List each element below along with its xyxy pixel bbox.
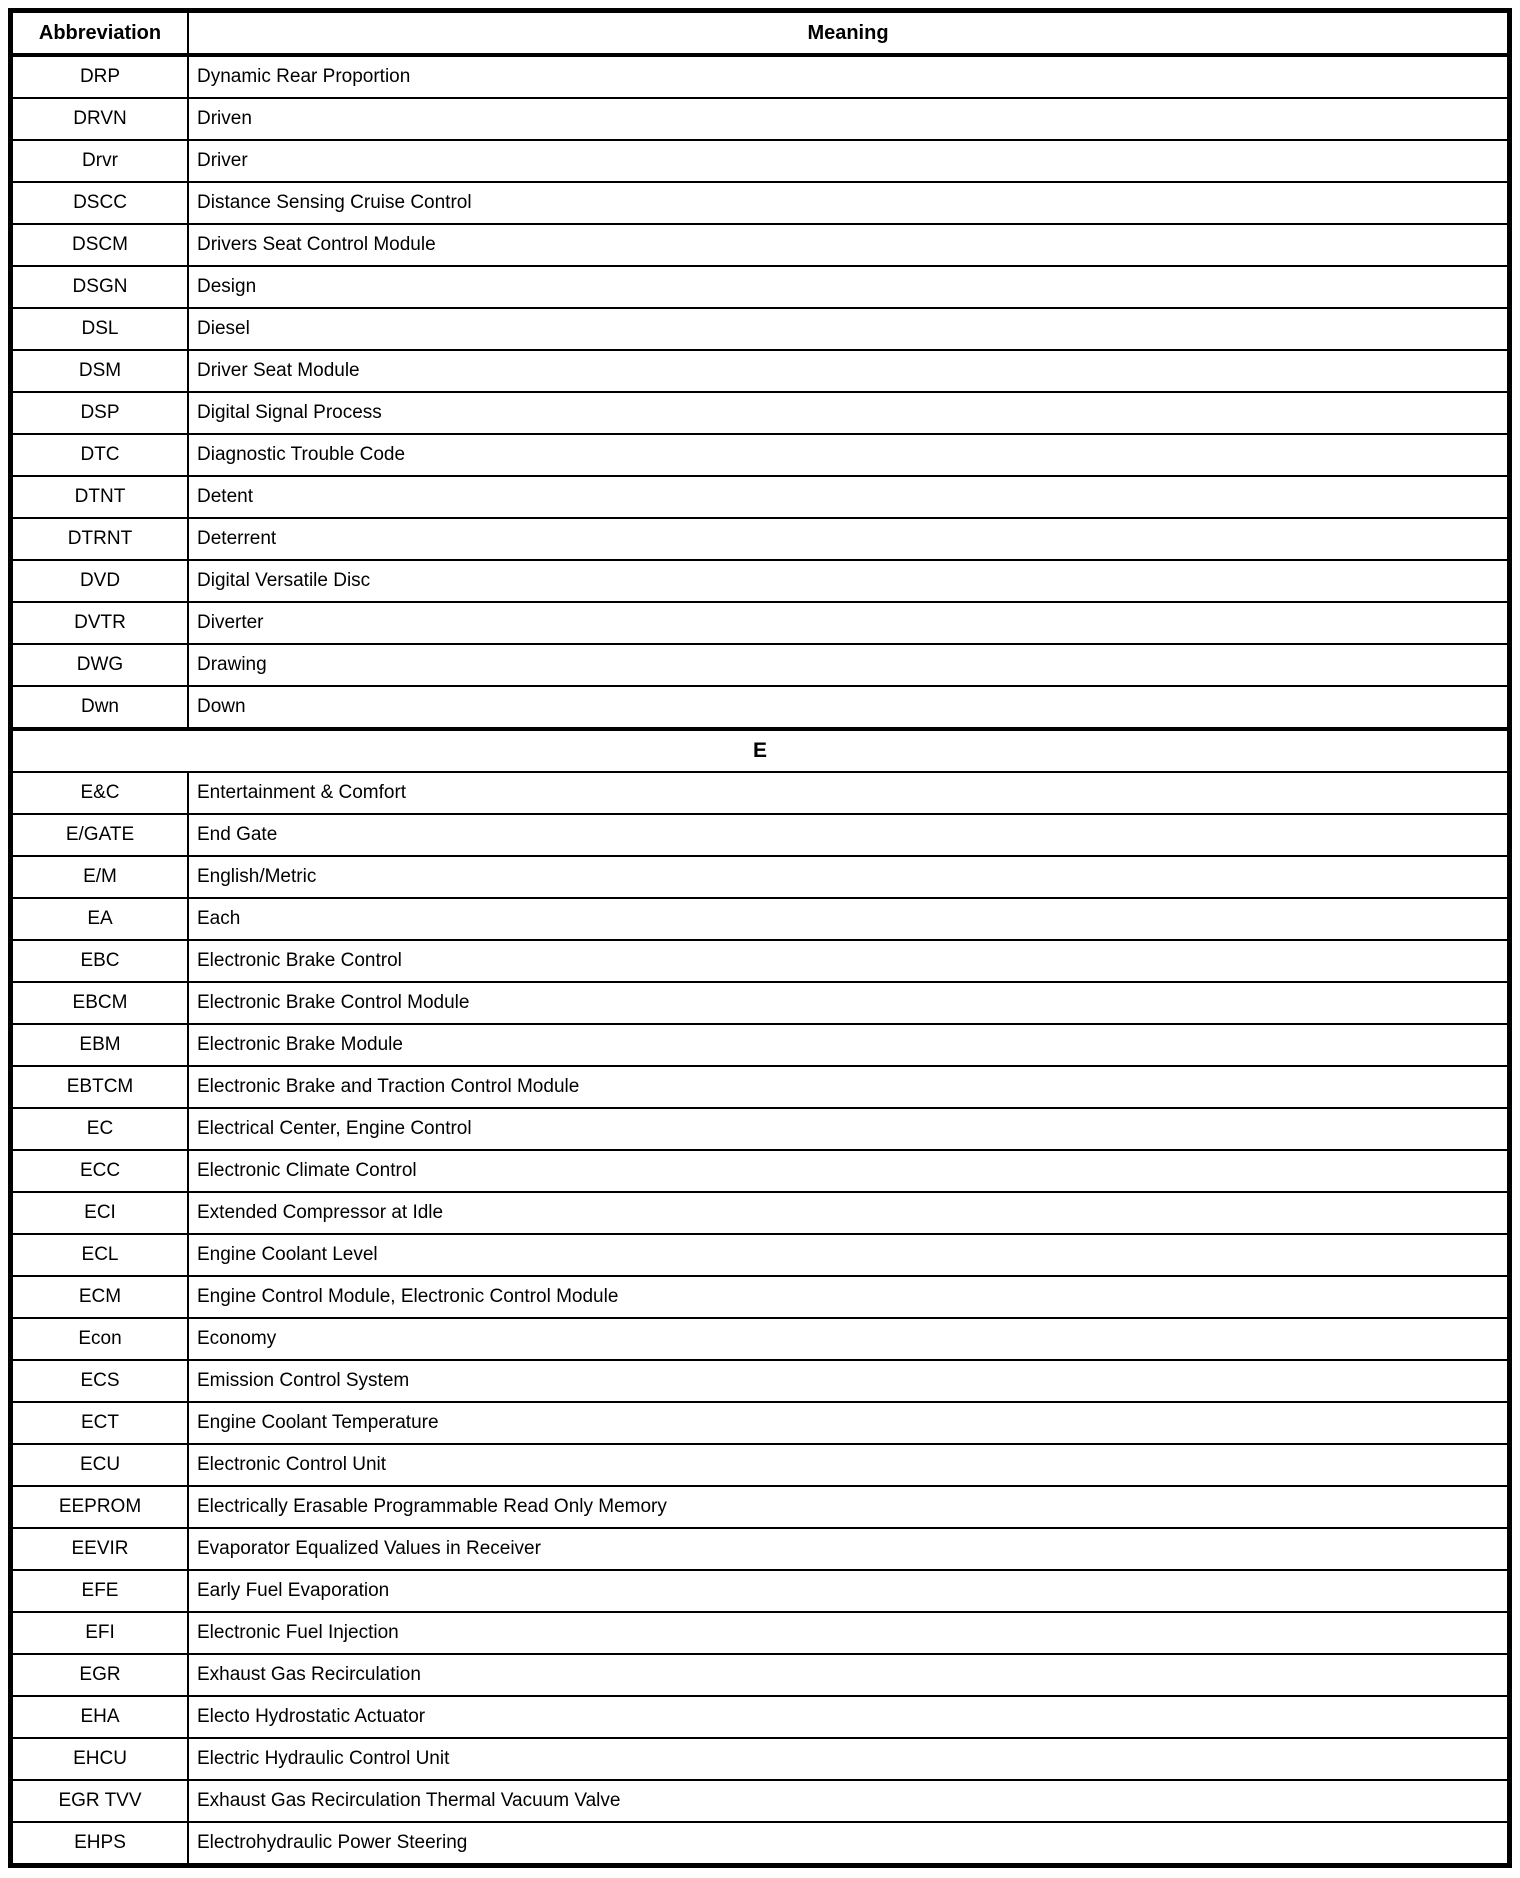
meaning-cell: Electrohydraulic Power Steering <box>197 1832 468 1853</box>
meaning-cell: Electronic Control Unit <box>197 1454 387 1475</box>
abbreviation-cell: DSL <box>13 309 189 349</box>
meaning-cell: Detent <box>197 486 253 507</box>
table-row <box>13 813 1507 855</box>
abbreviation-cell: EA <box>13 899 189 939</box>
abbreviation-cell: DSCC <box>13 183 189 223</box>
table-row <box>13 1023 1507 1065</box>
meaning-cell: Digital Signal Process <box>197 402 382 423</box>
abbreviation-cell: E/M <box>13 857 189 897</box>
table-row <box>13 1107 1507 1149</box>
abbreviation-cell: ECU <box>13 1445 189 1485</box>
table-row <box>13 1485 1507 1527</box>
table-row <box>13 981 1507 1023</box>
table-row <box>13 855 1507 897</box>
abbreviation-cell: EFE <box>13 1571 189 1611</box>
table-row <box>13 55 1507 97</box>
table-row <box>13 97 1507 139</box>
table-row <box>13 1443 1507 1485</box>
table-row <box>13 181 1507 223</box>
table-row <box>13 1653 1507 1695</box>
table-row <box>13 1275 1507 1317</box>
meaning-cell: Exhaust Gas Recirculation Thermal Vacuum Valve <box>197 1790 621 1811</box>
meaning-cell: Engine Coolant Temperature <box>197 1412 439 1433</box>
meaning-cell: Electric Hydraulic Control Unit <box>197 1748 450 1769</box>
abbreviation-cell: EEPROM <box>13 1487 189 1527</box>
meaning-column-header: Meaning <box>807 21 889 44</box>
section-label: E <box>752 739 767 762</box>
abbreviation-cell: E&C <box>13 773 189 813</box>
meaning-cell: Driver <box>197 150 248 171</box>
meaning-cell: Electrical Center, Engine Control <box>197 1118 472 1139</box>
abbreviation-cell: DSCM <box>13 225 189 265</box>
table-row <box>13 1317 1507 1359</box>
meaning-cell: Electrically Erasable Programmable Read Only Memory <box>197 1496 667 1517</box>
table-row <box>13 771 1507 813</box>
table-row <box>13 1779 1507 1821</box>
abbreviation-cell: Drvr <box>13 141 189 181</box>
table-row <box>13 223 1507 265</box>
meaning-cell: Evaporator Equalized Values in Receiver <box>197 1538 541 1559</box>
abbreviation-cell: ECC <box>13 1151 189 1191</box>
abbreviation-cell: EBM <box>13 1025 189 1065</box>
table-row <box>13 349 1507 391</box>
meaning-cell: Engine Coolant Level <box>197 1244 378 1265</box>
meaning-cell: Dynamic Rear Proportion <box>197 66 411 87</box>
abbreviation-cell: DWG <box>13 645 189 685</box>
table-row <box>13 1359 1507 1401</box>
table-row <box>13 517 1507 559</box>
abbreviation-cell: DSP <box>13 393 189 433</box>
table-row <box>13 1149 1507 1191</box>
table-row <box>13 265 1507 307</box>
meaning-cell: Emission Control System <box>197 1370 410 1391</box>
table-row <box>13 1527 1507 1569</box>
meaning-cell: Electronic Climate Control <box>197 1160 417 1181</box>
meaning-cell: Entertainment & Comfort <box>197 782 407 803</box>
meaning-cell: Drawing <box>197 654 267 675</box>
abbreviation-cell: ECS <box>13 1361 189 1401</box>
meaning-cell: Electo Hydrostatic Actuator <box>197 1706 426 1727</box>
meaning-cell: Economy <box>197 1328 277 1349</box>
meaning-cell: Electronic Fuel Injection <box>197 1622 399 1643</box>
meaning-cell: Design <box>197 276 257 297</box>
meaning-cell: End Gate <box>197 824 278 845</box>
meaning-cell: Electronic Brake and Traction Control Module <box>197 1076 580 1097</box>
table-row <box>13 391 1507 433</box>
abbreviation-column-header: Abbreviation <box>13 13 189 53</box>
meaning-cell: Engine Control Module, Electronic Control Module <box>197 1286 619 1307</box>
meaning-cell: Drivers Seat Control Module <box>197 234 436 255</box>
abbreviation-cell: EBTCM <box>13 1067 189 1107</box>
meaning-cell: Early Fuel Evaporation <box>197 1580 390 1601</box>
table-row <box>13 1401 1507 1443</box>
table-row <box>13 643 1507 685</box>
table-row <box>13 1569 1507 1611</box>
abbreviation-cell: EHCU <box>13 1739 189 1779</box>
abbreviation-cell: E/GATE <box>13 815 189 855</box>
meaning-cell: Electronic Brake Module <box>197 1034 403 1055</box>
abbreviation-cell: EHA <box>13 1697 189 1737</box>
abbreviation-cell: DSM <box>13 351 189 391</box>
table-row <box>13 1065 1507 1107</box>
abbreviation-cell: EEVIR <box>13 1529 189 1569</box>
abbreviation-cell: ECI <box>13 1193 189 1233</box>
table-row <box>13 601 1507 643</box>
abbreviation-cell: ECM <box>13 1277 189 1317</box>
abbreviation-cell: Econ <box>13 1319 189 1359</box>
abbreviation-cell: DVTR <box>13 603 189 643</box>
meaning-cell: Extended Compressor at Idle <box>197 1202 444 1223</box>
abbreviation-cell: EBCM <box>13 983 189 1023</box>
table-row <box>13 1611 1507 1653</box>
abbreviation-cell: EFI <box>13 1613 189 1653</box>
abbreviation-cell: DTRNT <box>13 519 189 559</box>
table-row <box>13 1695 1507 1737</box>
table-header-row <box>13 13 1507 55</box>
table-row <box>13 1821 1507 1863</box>
meaning-cell: Driver Seat Module <box>197 360 360 381</box>
abbreviation-cell: EHPS <box>13 1823 189 1863</box>
table-row <box>13 685 1507 727</box>
meaning-cell: Electronic Brake Control <box>197 950 402 971</box>
meaning-cell: Each <box>197 908 241 929</box>
abbreviation-cell: EC <box>13 1109 189 1149</box>
meaning-cell: Digital Versatile Disc <box>197 570 371 591</box>
meaning-cell: Down <box>197 696 246 717</box>
table-row <box>13 559 1507 601</box>
section-header-row <box>13 727 1507 771</box>
abbreviation-cell: EGR TVV <box>13 1781 189 1821</box>
meaning-cell: English/Metric <box>197 866 317 887</box>
abbreviation-cell: DVD <box>13 561 189 601</box>
table-row <box>13 1191 1507 1233</box>
abbreviations-table <box>8 8 1512 1868</box>
abbreviation-cell: DTC <box>13 435 189 475</box>
abbreviation-cell: DRVN <box>13 99 189 139</box>
table-row <box>13 897 1507 939</box>
abbreviation-cell: DRP <box>13 57 189 97</box>
meaning-cell: Exhaust Gas Recirculation <box>197 1664 421 1685</box>
abbreviation-cell: ECT <box>13 1403 189 1443</box>
meaning-cell: Distance Sensing Cruise Control <box>197 192 472 213</box>
table-row <box>13 433 1507 475</box>
table-row <box>13 1233 1507 1275</box>
meaning-cell: Diverter <box>197 612 264 633</box>
table-row <box>13 139 1507 181</box>
table-row <box>13 1737 1507 1779</box>
abbreviation-cell: EGR <box>13 1655 189 1695</box>
abbreviation-cell: EBC <box>13 941 189 981</box>
meaning-cell: Diesel <box>197 318 250 339</box>
meaning-cell: Diagnostic Trouble Code <box>197 444 406 465</box>
table-row <box>13 939 1507 981</box>
table-row <box>13 475 1507 517</box>
abbreviation-cell: DSGN <box>13 267 189 307</box>
abbreviation-cell: DTNT <box>13 477 189 517</box>
meaning-cell: Driven <box>197 108 252 129</box>
abbreviation-cell: Dwn <box>13 687 189 727</box>
meaning-cell: Electronic Brake Control Module <box>197 992 470 1013</box>
abbreviation-cell: ECL <box>13 1235 189 1275</box>
meaning-cell: Deterrent <box>197 528 277 549</box>
table-row <box>13 307 1507 349</box>
